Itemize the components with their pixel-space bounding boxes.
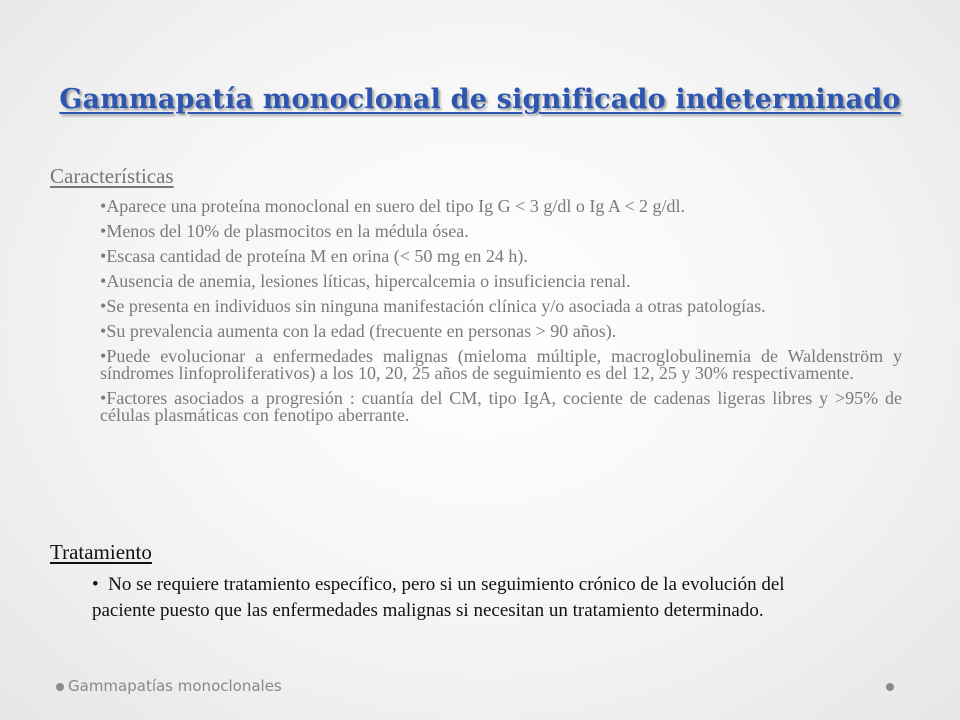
list-item	[100, 223, 902, 240]
treatment-text: No se requiere tratamiento específico, pero si un seguimiento crónico de la evolución del paciente puesto que las enfermedades malignas si necesitan un tratamiento determinado.	[92, 574, 785, 621]
list-item-text: Ausencia de anemia, lesiones líticas, hipercalcemia o insuficiencia renal.	[106, 271, 631, 291]
list-item	[100, 198, 902, 215]
bullet-icon: •	[100, 346, 107, 366]
footer-dot-icon	[56, 683, 64, 691]
bullet-icon: •	[100, 296, 107, 316]
list-item-text: Aparece una proteína monoclonal en suero del tipo Ig G < 3 g/dl o Ig A < 2 g/dl.	[106, 196, 685, 216]
characteristics-heading: Características	[50, 164, 174, 188]
list-item-text: Su prevalencia aumenta con la edad (frecuente en personas > 90 años).	[106, 321, 617, 341]
treatment-heading: Tratamiento	[50, 540, 152, 564]
footer-dot-icon	[886, 683, 894, 691]
list-item	[100, 273, 902, 290]
bullet-icon: •	[100, 196, 107, 216]
list-item	[100, 348, 902, 382]
bullet-icon: •	[100, 271, 107, 291]
list-item-text: Escasa cantidad de proteína M en orina (< 50 mg en 24 h).	[106, 246, 528, 266]
list-item	[100, 323, 902, 340]
bullet-icon: •	[100, 246, 107, 266]
list-item	[100, 298, 902, 315]
bullet-icon: •	[92, 574, 99, 595]
list-item-text: Se presenta en individuos sin ninguna manifestación clínica y/o asociada a otras patologías.	[106, 296, 766, 316]
list-item	[100, 248, 902, 265]
list-item	[100, 390, 902, 424]
list-item-text: Factores asociados a progresión : cuantía del CM, tipo IgA, cociente de cadenas ligeras libres y >95% de células plasmáticas con fenotipo aberrante.	[100, 388, 902, 425]
characteristics-list	[100, 198, 902, 432]
slide-footer	[50, 677, 900, 697]
treatment-paragraph	[92, 572, 852, 624]
list-item-text: Puede evolucionar a enfermedades malignas (mieloma múltiple, macroglobulinemia de Waldenström y síndromes linfoproliferativos) a los 10, 20, 25 años de seguimiento es del 12, 25 y 30% respectivamente.	[100, 346, 902, 383]
bullet-icon: •	[100, 221, 107, 241]
slide-title: Gammapatía monoclonal de significado indeterminado	[59, 84, 901, 115]
footer-text: Gammapatías monoclonales	[68, 677, 282, 695]
bullet-icon: •	[100, 388, 107, 408]
list-item-text: Menos del 10% de plasmocitos en la médula ósea.	[106, 221, 469, 241]
bullet-icon: •	[100, 321, 107, 341]
